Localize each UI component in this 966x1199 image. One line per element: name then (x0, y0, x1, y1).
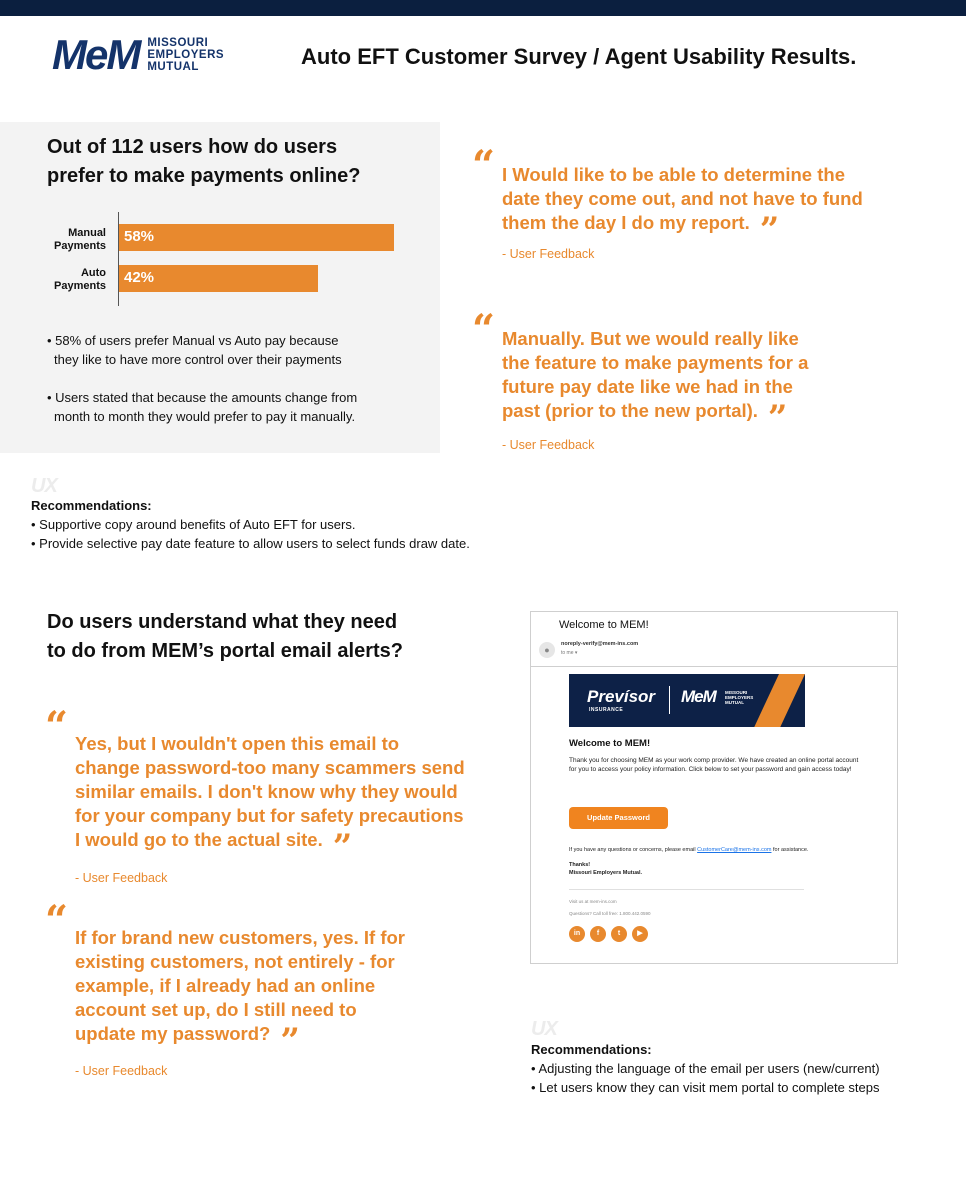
twitter-icon[interactable]: t (611, 926, 627, 942)
finding-bullet-2: • Users stated that because the amounts change from month to month they would prefer to pay it manually. (47, 390, 358, 424)
recommendation-item: • Adjusting the language of the email per users (new/current) (531, 1061, 880, 1076)
welcome-email-screenshot (530, 611, 898, 964)
section2-question: Do users understand what they need to do from MEM’s portal email alerts? (47, 611, 403, 662)
logo-mark: MeM (52, 31, 140, 78)
mem-logo (52, 31, 225, 78)
open-quote-icon: “ (472, 306, 496, 353)
bar-manual-payments (119, 224, 394, 251)
banner-separator (669, 686, 670, 714)
finding-bullet-1: • 58% of users prefer Manual vs Auto pay because they like to have more control over their payments (47, 333, 342, 367)
close-quote-icon: ” (767, 398, 788, 438)
page-title: Auto EFT Customer Survey / Agent Usability Results. (301, 44, 857, 69)
quote-attribution: - User Feedback (502, 438, 595, 452)
section2-quote-1: Yes, but I wouldn't open this email to change password-too many scammers send similar emails. I don't know why they would for your company but for safety precautions I would go to the actual site. ” (75, 733, 465, 867)
recommendation-item: • Provide selective pay date feature to allow users to select funds draw date. (31, 536, 470, 551)
email-phone: Questions? Call toll free: 1.800.442.0590 (569, 911, 651, 916)
bar-value-auto: 42% (124, 269, 155, 286)
email-heading: Welcome to MEM! (569, 738, 651, 749)
open-quote-icon: “ (45, 703, 69, 750)
recommendation-item: • Let users know they can visit mem portal to complete steps (531, 1080, 880, 1095)
open-quote-icon: “ (45, 897, 69, 944)
email-body: Thank you for choosing MEM as your work comp provider. We have created an online portal account for you to access your policy information. Click below to set your password and gain access today! (569, 757, 859, 773)
mem-banner-logo: MeM (681, 687, 716, 706)
youtube-icon[interactable]: ▶ (632, 926, 648, 942)
recommendations-title: Recommendations: (31, 498, 152, 513)
quote-attribution: - User Feedback (502, 247, 595, 261)
email-sender: noreply-verify@mem-ins.com (561, 641, 639, 647)
customer-care-link[interactable]: CustomerCare@mem-ins.com (697, 847, 772, 853)
sender-avatar-icon: ● (539, 642, 555, 658)
email-divider (531, 666, 897, 667)
open-quote-icon: “ (472, 142, 496, 189)
linkedin-icon[interactable]: in (569, 926, 585, 942)
quote-attribution: - User Feedback (75, 871, 168, 885)
recommendation-item: • Supportive copy around benefits of Auto EFT for users. (31, 517, 356, 532)
ux-watermark: UX (531, 1018, 557, 1040)
email-recipient: to me ▾ (561, 650, 578, 656)
section2-quote-2: If for brand new customers, yes. If for existing customers, not entirely - for example, if I already had an online account set up, do I still need to update my password? ” (75, 927, 405, 1061)
ux-watermark: UX (31, 475, 57, 497)
email-help-text: If you have any questions or concerns, please email CustomerCare@mem-ins.com for assistance. (569, 847, 809, 853)
update-password-button[interactable]: Update Password (569, 807, 668, 829)
recommendations-title: Recommendations: (531, 1042, 652, 1057)
top-bar (0, 0, 966, 16)
section1-question: Out of 112 users how do users prefer to make payments online? (47, 136, 361, 187)
email-banner: Prevísor INSURANCE MeM MISSOURI EMPLOYERS MUTUAL (569, 674, 805, 727)
section1-quote-2: Manually. But we would really like the feature to make payments for a future pay date like we had in the past (prior to the new portal). ” (502, 328, 809, 438)
bar-value-manual: 58% (124, 228, 155, 245)
close-quote-icon: ” (332, 827, 353, 867)
email-visit-link[interactable]: Visit us at mem-ins.com (569, 899, 617, 904)
logo-wordmark: MISSOURI EMPLOYERS MUTUAL (147, 37, 225, 73)
close-quote-icon: ” (280, 1021, 300, 1061)
bar-label-manual: Manual Payments (54, 227, 106, 252)
close-quote-icon: ” (759, 210, 780, 250)
quote-attribution: - User Feedback (75, 1064, 168, 1078)
facebook-icon[interactable]: f (590, 926, 606, 942)
previsor-logo: Prevísor (587, 687, 656, 706)
bar-auto-payments (119, 265, 318, 292)
banner-stripe (746, 674, 805, 727)
email-subject: Welcome to MEM! (559, 619, 649, 631)
email-signoff: Thanks! Missouri Employers Mutual. (569, 862, 643, 876)
bar-label-auto: Auto Payments (54, 267, 106, 292)
email-footer-divider (569, 889, 804, 890)
section1-quote-1: I Would like to be able to determine the date they come out, and not have to fund them the day I do my report. ” (502, 164, 863, 250)
